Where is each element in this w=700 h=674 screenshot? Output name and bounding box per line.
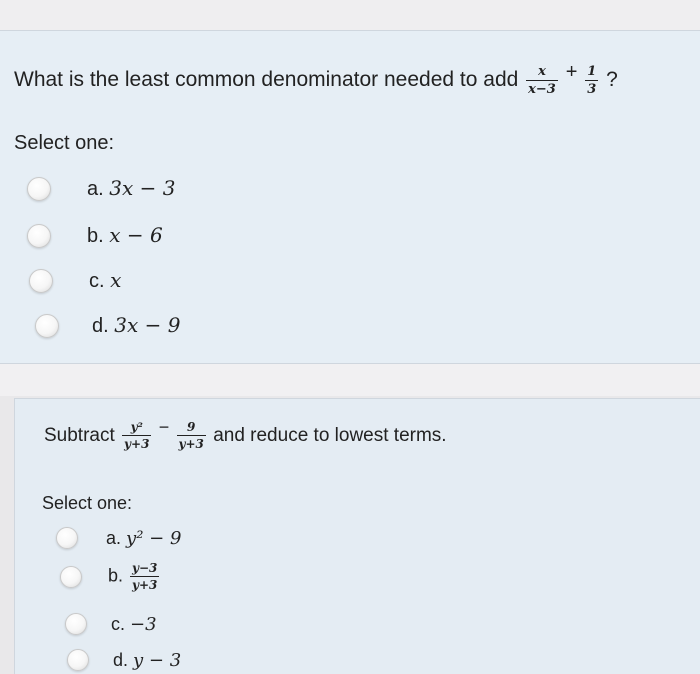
option-b[interactable] xyxy=(27,223,163,248)
option-letter: b. xyxy=(87,225,104,247)
fraction-denominator: y+3 xyxy=(178,437,204,452)
option-letter: d. xyxy=(92,315,109,337)
option-text: 3x − 9 xyxy=(114,313,181,337)
fraction-numerator: 1 xyxy=(587,63,597,79)
option-c-label xyxy=(111,614,157,635)
card-separator xyxy=(0,364,700,396)
option-a[interactable] xyxy=(56,527,181,549)
fraction-denominator: y+3 xyxy=(124,437,150,452)
fraction-numerator: 9 xyxy=(187,420,196,435)
option-c[interactable] xyxy=(65,613,157,635)
option-d-label xyxy=(92,313,180,338)
radio-button[interactable] xyxy=(65,613,87,635)
fraction-denominator: y+3 xyxy=(132,578,158,592)
option-letter: a. xyxy=(87,178,104,200)
option-c[interactable] xyxy=(29,268,121,293)
option-text: 3x − 3 xyxy=(109,176,176,200)
question-mark: ? xyxy=(606,68,618,91)
select-one-label: Select one: xyxy=(14,132,115,154)
option-text: y² − 9 xyxy=(126,527,182,549)
top-strip xyxy=(0,0,700,30)
option-text: −3 xyxy=(130,613,157,635)
question-2-fraction-1 xyxy=(122,421,151,450)
plus-sign: + xyxy=(565,61,578,83)
question-card-1 xyxy=(0,30,700,364)
option-d[interactable] xyxy=(67,649,181,671)
option-a-label xyxy=(106,528,181,549)
fraction-denominator: 3 xyxy=(587,81,597,97)
option-b-label xyxy=(108,562,161,591)
question-2-tail: and reduce to lowest terms. xyxy=(213,425,447,446)
option-c-label xyxy=(89,268,121,293)
question-2-prompt: Subtract xyxy=(44,425,115,446)
radio-button[interactable] xyxy=(35,314,59,338)
radio-button[interactable] xyxy=(67,649,89,671)
option-b[interactable] xyxy=(60,562,161,591)
option-text: y − 3 xyxy=(133,649,182,671)
option-a[interactable] xyxy=(27,176,175,201)
option-text: x xyxy=(110,268,122,292)
option-letter: c. xyxy=(89,270,105,292)
radio-button[interactable] xyxy=(27,224,51,248)
option-letter: a. xyxy=(106,527,122,548)
question-card-2 xyxy=(14,398,700,674)
question-1-prompt: What is the least common denominator needed to add xyxy=(14,68,519,91)
fraction-numerator: y−3 xyxy=(132,561,158,575)
option-b-fraction xyxy=(130,562,159,591)
option-d[interactable] xyxy=(35,313,180,338)
radio-button[interactable] xyxy=(29,269,53,293)
radio-button[interactable] xyxy=(56,527,78,549)
question-2-text xyxy=(44,417,447,450)
option-letter: d. xyxy=(113,649,129,670)
fraction-numerator: x xyxy=(538,63,546,79)
question-1-fraction-1 xyxy=(526,65,558,96)
option-a-label xyxy=(87,176,175,201)
option-letter: c. xyxy=(111,613,126,634)
fraction-denominator: x−3 xyxy=(528,81,556,97)
option-b-label xyxy=(87,223,163,248)
question-1-fraction-2 xyxy=(585,65,598,96)
option-d-label xyxy=(113,650,181,671)
radio-button[interactable] xyxy=(27,177,51,201)
question-1-text xyxy=(14,61,618,96)
question-2-fraction-2 xyxy=(177,421,206,450)
option-letter: b. xyxy=(108,565,124,586)
select-one-label: Select one: xyxy=(42,493,133,513)
option-text: x − 6 xyxy=(109,223,163,247)
fraction-numerator: y² xyxy=(130,420,143,435)
radio-button[interactable] xyxy=(60,566,82,588)
minus-sign: − xyxy=(158,417,170,437)
